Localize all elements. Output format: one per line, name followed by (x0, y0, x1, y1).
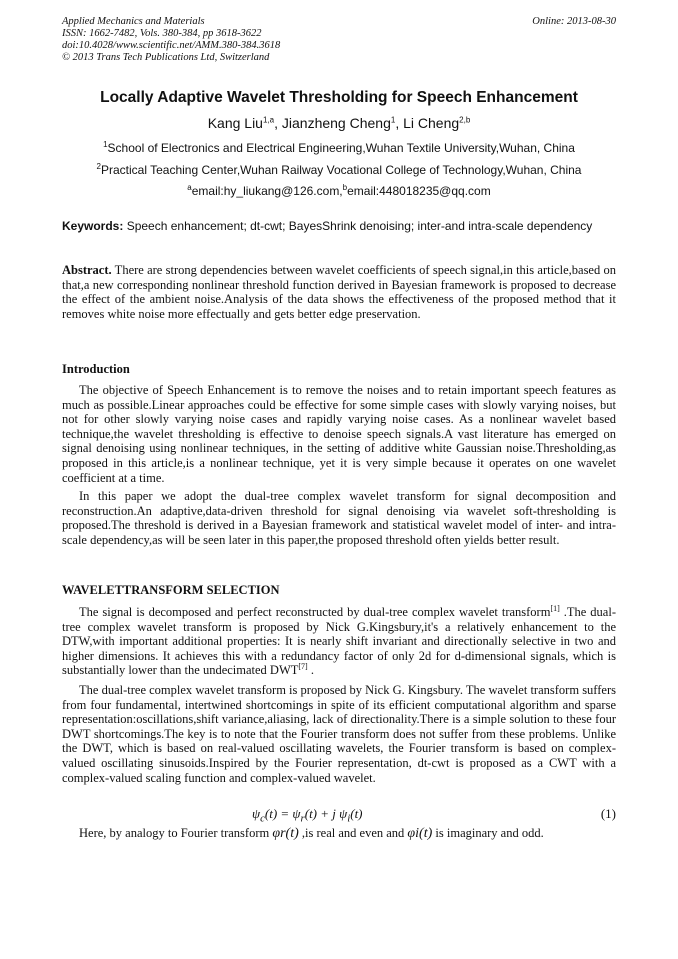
author-name: Jianzheng Cheng (281, 115, 391, 131)
phi-i-symbol: φi(t) (407, 826, 433, 841)
citation-ref: [7] (298, 662, 308, 672)
text-run: ,is real and even and (298, 826, 408, 840)
citation-ref: [1] (550, 603, 560, 613)
author-affil-mark: 2,b (459, 115, 471, 125)
keywords (62, 219, 616, 234)
abstract-label: Abstract. (62, 263, 112, 277)
email-mark: a (187, 183, 192, 192)
issn-line: ISSN: 1662-7482, Vols. 380-384, pp 3618-3622 (62, 28, 262, 39)
equation-1 (62, 806, 616, 824)
paper-title: Locally Adaptive Wavelet Thresholding for Speech Enhancement (100, 89, 578, 106)
email-text: email:448018235@qq.com (347, 184, 491, 198)
section-heading-introduction: Introduction (62, 362, 130, 376)
email-mark: b (342, 183, 348, 192)
text-run: is imaginary and odd. (432, 826, 544, 840)
phi-r-symbol: φr(t) (272, 826, 299, 841)
copyright-line: © 2013 Trans Tech Publications Ltd, Switzerland (62, 52, 270, 63)
affiliation-1 (62, 141, 616, 155)
wavelet-paragraph-1 (62, 605, 616, 678)
author-separator: , (274, 115, 282, 131)
text-run: . (307, 663, 314, 678)
affiliation-2 (62, 163, 616, 177)
author-emails (62, 184, 616, 198)
eq-sub: i (347, 812, 351, 825)
email-text: email:hy_liukang@126.com, (191, 184, 343, 198)
affiliation-text: School of Electronics and Electrical Engineering,Wuhan Textile University,Wuhan, China (107, 141, 575, 155)
author-affil-mark: 1 (390, 115, 396, 125)
wavelet-paragraph-2 (62, 683, 616, 785)
online-date: Online: 2013-08-30 (532, 16, 616, 27)
text-run: Here, by analogy to Fourier transform (79, 826, 273, 840)
author-name: Li Cheng (403, 115, 460, 131)
eq-sub: c (260, 812, 265, 825)
journal-header (62, 16, 616, 64)
intro-paragraph-2 (62, 489, 616, 547)
affiliation-text: Practical Teaching Center,Wuhan Railway Vocational College of Technology,Wuhan, China (100, 163, 582, 177)
keywords-text: Speech enhancement; dt-cwt; BayesShrink denoising; inter-and intra-scale dependency (123, 219, 593, 233)
intro-paragraph-1 (62, 383, 616, 485)
paragraph-text: The objective of Speech Enhancement is to remove the noises and to retain important speech features as much as possible.Linear approaches could be effective for some simple cases with slowly varying noises, but not for other slowly varying noise cases and rapidly varying noise cases. As a nonlinear wavelet based technique,the wavelet thresholding is effective to denoise speech signals.A vast literature has emerged on signal denoising using nonlinear techniques, in the setting of additive white Gaussian noise.Thresholding,as proposed in this article,is a nonlinear technique, yet it is very simple because it operates on one wavelet coefficient at a time. (62, 383, 616, 485)
abstract (62, 263, 616, 321)
equation-number: (1) (600, 806, 616, 821)
paragraph-text (62, 605, 616, 678)
section-heading-wavelet: WAVELETTRANSFORM SELECTION (62, 583, 280, 597)
eq-sub: r (300, 812, 305, 825)
author-separator: , (395, 115, 404, 131)
equation-body: $\psi_c(t) = \psi_r(t) + j$ $\psi_i(t)$ (252, 806, 363, 825)
affiliation-mark: 2 (96, 162, 101, 171)
author-list (62, 115, 616, 131)
closing-sentence (79, 826, 619, 842)
abstract-text: There are strong dependencies between wavelet coefficients of speech signal,in this article,based on that,a new corresponding nonlinear threshold function derived in Bayesian framework is proposed to decrease the effect of the ambient noise.Analysis of the data shows the effectiveness of the proposed method that it removes white noise more effectually and gets better edge preservation. (62, 263, 616, 321)
paragraph-text: In this paper we adopt the dual-tree complex wavelet transform for signal decomposition and reconstruction.An adaptive,data-driven threshold for signal denoising via wavelet soft-thresholding is proposed.The threshold is derived in a Bayesian framework and statistical wavelet model of inter- and intra-scale dependency,as will be seen later in this paper,the proposed threshold often yields better result. (62, 489, 616, 547)
keywords-label: Keywords: (62, 219, 124, 233)
doi-line: doi:10.4028/www.scientific.net/AMM.380-384.3618 (62, 40, 281, 51)
author-name: Kang Liu (207, 115, 263, 131)
text-run: .The dual-tree complex wavelet transform is proposed by Nick G.Kingsbury,it's a relatively enhancement to the DTW,with important additional properties: It is nearly shift invariant and directionally selective in two and higher dimensions. It achieves this with a redundancy factor of only 2d for d-dimensional signals, which is substantially lower than the undecimated DWT (62, 605, 616, 678)
paragraph-text: The dual-tree complex wavelet transform is proposed by Nick G. Kingsbury. The wavelet transform suffers from four fundamental, intertwined shortcomings in spite of its efficient computational algorithm and sparse representation:oscillations,shift variance,aliasing, lack of directionality.There is a simple solution to these four DWT shortcomings.The key is to note that the Fourier transform does not suffer from these problems. Unlike the DWT, which is based on real-valued oscillating wavelets, the Fourier transform is based on complex-valued oscillating sinusoids.Inspired by the Fourier representation, dt-cwt is proposed as a CWT with a complex-valued scaling function and complex-valued wavelet. (62, 683, 616, 785)
author-affil-mark: 1,a (262, 115, 275, 125)
text-run: The signal is decomposed and perfect reconstructed by dual-tree complex wavelet transform (79, 605, 551, 619)
affiliation-mark: 1 (103, 140, 108, 149)
journal-name: Applied Mechanics and Materials (62, 16, 205, 27)
